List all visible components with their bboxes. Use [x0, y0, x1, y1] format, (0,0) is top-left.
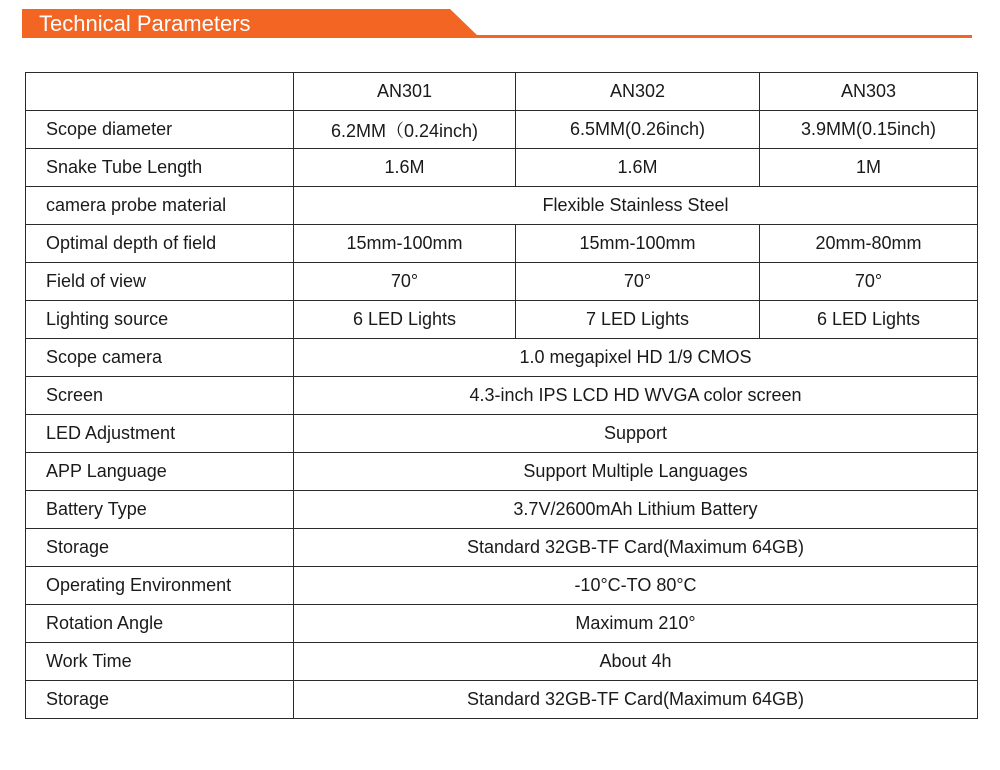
spec-label-cell: Rotation Angle [26, 605, 294, 643]
table-row [26, 681, 978, 719]
spec-value-cell: Support [294, 415, 978, 453]
table-row [26, 339, 978, 377]
table-row [26, 301, 978, 339]
spec-value-cell: 20mm-80mm [760, 225, 978, 263]
model-header-cell: AN301 [294, 73, 516, 111]
spec-label-cell: Operating Environment [26, 567, 294, 605]
spec-label-cell: LED Adjustment [26, 415, 294, 453]
table-row [26, 529, 978, 567]
spec-label-cell: Scope diameter [26, 111, 294, 149]
spec-value-cell: 6.2MM（0.24inch) [294, 111, 516, 149]
spec-label-cell: Battery Type [26, 491, 294, 529]
spec-table [25, 72, 978, 719]
table-row [26, 453, 978, 491]
spec-value-cell: 4.3-inch IPS LCD HD WVGA color screen [294, 377, 978, 415]
spec-value-cell: Support Multiple Languages [294, 453, 978, 491]
spec-value-cell: 70° [516, 263, 760, 301]
spec-value-cell: 15mm-100mm [516, 225, 760, 263]
spec-label-cell: camera probe material [26, 187, 294, 225]
spec-value-cell: 1M [760, 149, 978, 187]
spec-table-body [26, 73, 978, 719]
section-header [22, 8, 972, 40]
table-row [26, 491, 978, 529]
table-row [26, 415, 978, 453]
spec-value-cell: 3.7V/2600mAh Lithium Battery [294, 491, 978, 529]
spec-value-cell: 1.0 megapixel HD 1/9 CMOS [294, 339, 978, 377]
table-row [26, 149, 978, 187]
table-row [26, 377, 978, 415]
spec-label-cell: Optimal depth of field [26, 225, 294, 263]
spec-label-cell: Scope camera [26, 339, 294, 377]
spec-value-cell: Standard 32GB-TF Card(Maximum 64GB) [294, 529, 978, 567]
section-title: Technical Parameters [39, 11, 251, 36]
spec-value-cell: 6.5MM(0.26inch) [516, 111, 760, 149]
table-row [26, 225, 978, 263]
spec-value-cell: 6 LED Lights [294, 301, 516, 339]
spec-value-cell: 6 LED Lights [760, 301, 978, 339]
spec-label-cell: Screen [26, 377, 294, 415]
spec-value-cell: About 4h [294, 643, 978, 681]
spec-value-cell: 1.6M [516, 149, 760, 187]
spec-value-cell: Standard 32GB-TF Card(Maximum 64GB) [294, 681, 978, 719]
model-header-cell: AN303 [760, 73, 978, 111]
table-header-row [26, 73, 978, 111]
spec-value-cell: Flexible Stainless Steel [294, 187, 978, 225]
spec-label-cell: Storage [26, 529, 294, 567]
model-header-cell: AN302 [516, 73, 760, 111]
spec-value-cell: -10°C-TO 80°C [294, 567, 978, 605]
spec-label-cell: Work Time [26, 643, 294, 681]
table-row [26, 187, 978, 225]
spec-value-cell: 1.6M [294, 149, 516, 187]
table-row [26, 263, 978, 301]
spec-value-cell: 70° [294, 263, 516, 301]
spec-label-cell: Lighting source [26, 301, 294, 339]
spec-label-cell: Storage [26, 681, 294, 719]
spec-value-cell: 70° [760, 263, 978, 301]
table-row [26, 567, 978, 605]
spec-label-cell: Field of view [26, 263, 294, 301]
spec-label-cell: Snake Tube Length [26, 149, 294, 187]
spec-label-cell: APP Language [26, 453, 294, 491]
spec-value-cell: 3.9MM(0.15inch) [760, 111, 978, 149]
table-row [26, 605, 978, 643]
spec-value-cell: Maximum 210° [294, 605, 978, 643]
table-row [26, 111, 978, 149]
spec-value-cell: 7 LED Lights [516, 301, 760, 339]
table-row [26, 643, 978, 681]
header-corner-cell [26, 73, 294, 111]
spec-value-cell: 15mm-100mm [294, 225, 516, 263]
